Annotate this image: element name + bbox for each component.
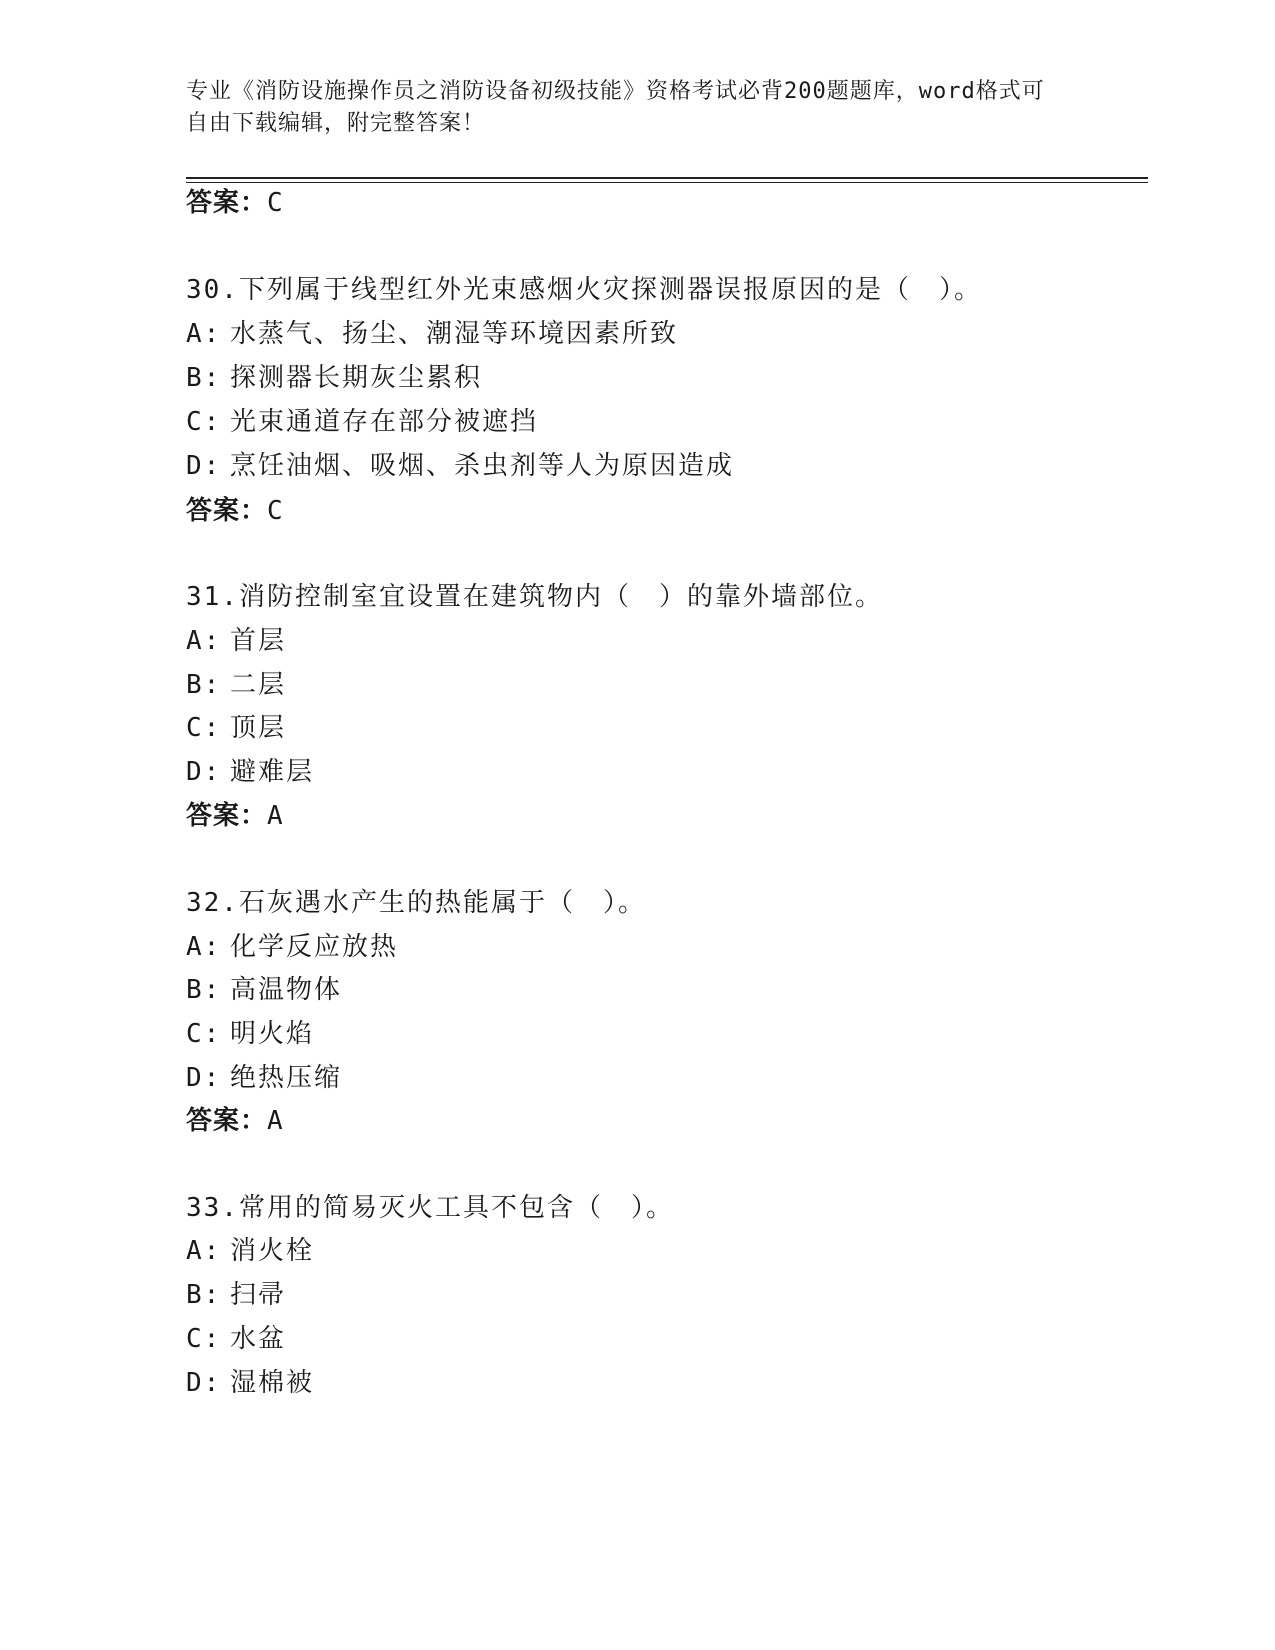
document-header: 专业《消防设施操作员之消防设备初级技能》资格考试必背200题题库，word格式可自由下载编辑，附完整答案！ bbox=[186, 79, 1045, 136]
option-text: 化学反应放热 bbox=[230, 932, 399, 962]
option-letter: B: bbox=[186, 975, 222, 1005]
option-letter: A: bbox=[186, 932, 222, 962]
question-32-option-b bbox=[186, 973, 342, 1007]
option-text: 水盆 bbox=[230, 1324, 287, 1354]
answer-value: A bbox=[267, 801, 284, 831]
option-letter: C: bbox=[186, 1324, 222, 1354]
question-32: 32.石灰遇水产生的热能属于（ ）。 bbox=[186, 888, 646, 918]
header-divider-thin bbox=[186, 182, 1148, 183]
question-32-option-a bbox=[186, 930, 398, 964]
question-31-option-c bbox=[186, 711, 286, 745]
header-divider bbox=[186, 177, 1148, 179]
question-31-answer bbox=[186, 799, 284, 833]
answer-label: 答案： bbox=[186, 1106, 268, 1136]
option-text: 水蒸气、扬尘、潮湿等环境因素所致 bbox=[230, 319, 679, 349]
option-text: 绝热压缩 bbox=[230, 1063, 343, 1093]
option-text: 避难层 bbox=[230, 757, 315, 787]
option-text: 光束通道存在部分被遮挡 bbox=[230, 407, 539, 437]
option-text: 探测器长期灰尘累积 bbox=[230, 363, 483, 393]
option-letter: A: bbox=[186, 626, 222, 656]
question-33-option-a bbox=[186, 1234, 314, 1268]
option-letter: B: bbox=[186, 670, 222, 700]
option-letter: B: bbox=[186, 363, 222, 393]
option-letter: D: bbox=[186, 757, 222, 787]
option-text: 顶层 bbox=[230, 713, 287, 743]
question-30-option-a bbox=[186, 317, 678, 351]
question-33: 33.常用的简易灭火工具不包含（ ）。 bbox=[186, 1193, 674, 1223]
question-30-answer bbox=[186, 494, 284, 528]
answer-prev bbox=[186, 186, 284, 220]
answer-value: C bbox=[267, 188, 284, 218]
question-33-option-c bbox=[186, 1322, 286, 1356]
option-text: 高温物体 bbox=[230, 975, 343, 1005]
question-33-option-d bbox=[186, 1366, 314, 1400]
question-30: 30.下列属于线型红外光束感烟火灾探测器误报原因的是（ ）。 bbox=[186, 275, 982, 305]
question-30-option-d bbox=[186, 449, 734, 483]
option-letter: C: bbox=[186, 713, 222, 743]
question-31-option-b bbox=[186, 668, 286, 702]
option-letter: A: bbox=[186, 319, 222, 349]
answer-label: 答案： bbox=[186, 496, 268, 526]
option-letter: B: bbox=[186, 1280, 222, 1310]
question-32-option-d bbox=[186, 1061, 342, 1095]
option-letter: C: bbox=[186, 1019, 222, 1049]
answer-label: 答案： bbox=[186, 801, 268, 831]
question-32-option-c bbox=[186, 1017, 314, 1051]
answer-label: 答案： bbox=[186, 188, 268, 218]
option-letter: D: bbox=[186, 1368, 222, 1398]
question-30-option-b bbox=[186, 361, 482, 395]
option-letter: C: bbox=[186, 407, 222, 437]
answer-value: C bbox=[267, 496, 284, 526]
option-text: 湿棉被 bbox=[230, 1368, 315, 1398]
answer-value: A bbox=[267, 1106, 284, 1136]
question-30-option-c bbox=[186, 405, 538, 439]
option-text: 消火栓 bbox=[230, 1236, 315, 1266]
option-letter: D: bbox=[186, 451, 222, 481]
question-31-option-a bbox=[186, 624, 286, 658]
question-31: 31.消防控制室宜设置在建筑物内（ ）的靠外墙部位。 bbox=[186, 582, 883, 612]
option-text: 烹饪油烟、吸烟、杀虫剂等人为原因造成 bbox=[230, 451, 735, 481]
option-letter: D: bbox=[186, 1063, 222, 1093]
question-32-answer bbox=[186, 1104, 284, 1138]
option-text: 二层 bbox=[230, 670, 287, 700]
option-text: 扫帚 bbox=[230, 1280, 287, 1310]
option-text: 明火焰 bbox=[230, 1019, 315, 1049]
question-31-option-d bbox=[186, 755, 314, 789]
option-text: 首层 bbox=[230, 626, 287, 656]
question-33-option-b bbox=[186, 1278, 286, 1312]
option-letter: A: bbox=[186, 1236, 222, 1266]
